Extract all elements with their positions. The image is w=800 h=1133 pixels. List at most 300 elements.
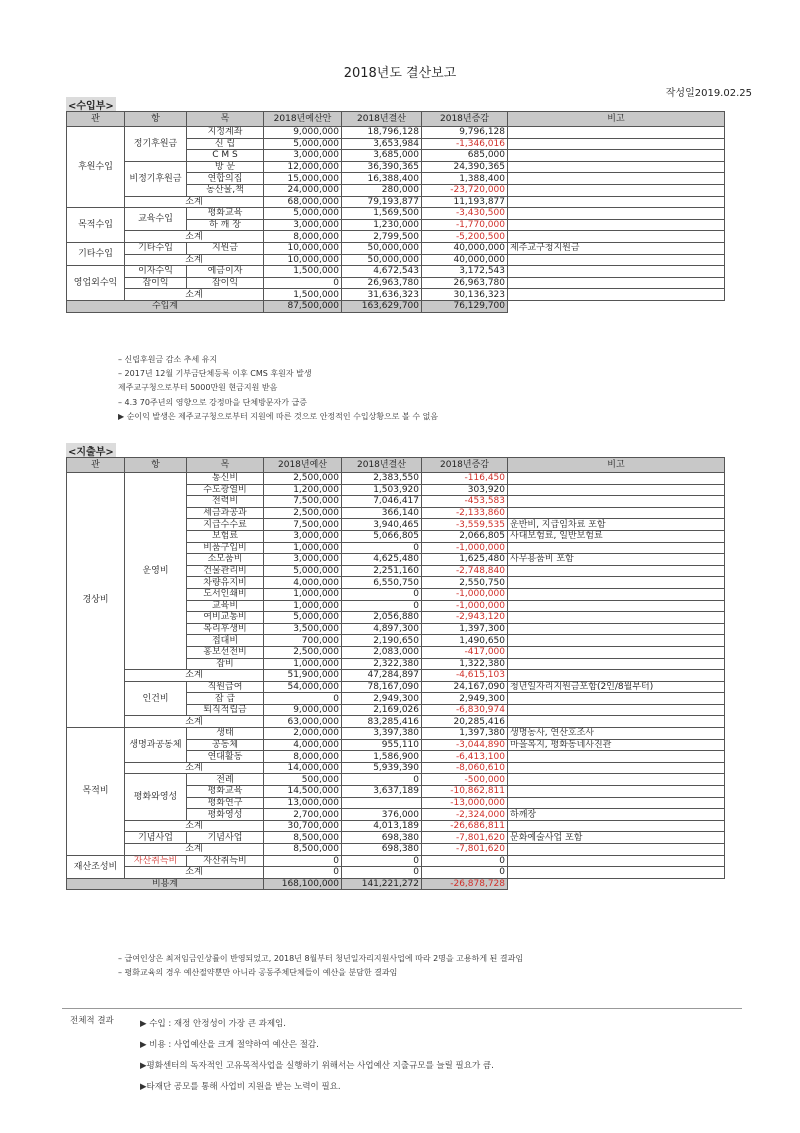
item-group-cell: 평화와영성 (125, 774, 187, 820)
settlement-cell: 36,390,365 (342, 161, 422, 173)
expense-table (66, 457, 725, 890)
settlement-cell: 18,796,128 (342, 127, 422, 139)
header-hang: 항 (125, 458, 187, 473)
change-cell: -417,000 (422, 646, 508, 658)
change-cell: 1,397,380 (422, 728, 508, 740)
item-cell: 교육비 (187, 600, 264, 612)
note-line: ▶ 순이익 발생은 제주교구청으로부터 지원에 따른 것으로 안정적인 수입상황으로 볼 수 없음 (118, 411, 439, 421)
budget-cell: 1,000,000 (264, 588, 342, 600)
remarks-cell: 문화예술사업 포함 (508, 832, 725, 844)
settlement-cell: 50,000,000 (342, 254, 422, 266)
change-cell: -2,324,000 (422, 809, 508, 821)
budget-cell: 8,000,000 (264, 751, 342, 763)
item-cell: 기념사업 (187, 832, 264, 844)
remarks-cell (508, 635, 725, 647)
total-label: 수입계 (67, 300, 264, 312)
budget-cell: 24,000,000 (264, 184, 342, 196)
change-cell: 24,390,365 (422, 161, 508, 173)
settlement-cell: 3,637,189 (342, 786, 422, 798)
settlement-cell: 7,046,417 (342, 496, 422, 508)
change-cell: -5,200,500 (422, 231, 508, 243)
remarks-cell (508, 693, 725, 705)
budget-cell: 14,500,000 (264, 786, 342, 798)
budget-cell: 3,500,000 (264, 623, 342, 635)
remarks-cell (508, 219, 725, 231)
budget-cell: 9,000,000 (264, 127, 342, 139)
page-title: 2018년도 결산보고 (343, 66, 457, 81)
subtotal-row (67, 844, 725, 856)
item-group-cell: 생명과공동체 (125, 728, 187, 763)
table-row (67, 127, 725, 139)
header-settlement: 2018년결산 (342, 458, 422, 473)
remarks-cell (508, 184, 725, 196)
settlement-cell: 0 (342, 600, 422, 612)
item-cell: 잡이익 (187, 277, 264, 289)
remarks-cell: 사대보험료, 일반보험료 (508, 530, 725, 542)
remarks-cell (508, 208, 725, 220)
header-settlement: 2018년결산 (342, 112, 422, 127)
settlement-cell: 2,169,026 (342, 704, 422, 716)
item-group-cell: 이자수익 (125, 266, 187, 278)
item-cell: 비품구입비 (187, 542, 264, 554)
change-cell: 685,000 (422, 150, 508, 162)
budget-cell: 3,000,000 (264, 530, 342, 542)
group-cell: 재산조성비 (67, 855, 125, 878)
remarks-cell (508, 751, 725, 763)
settlement-cell: 3,685,000 (342, 150, 422, 162)
settlement-cell: 3,397,380 (342, 728, 422, 740)
item-cell: 자산취득비 (187, 855, 264, 867)
header-hang: 항 (125, 112, 187, 127)
budget-cell: 5,000,000 (264, 565, 342, 577)
table-row (67, 277, 725, 289)
subtotal-label: 소계 (125, 716, 264, 728)
remarks-cell: 하깨장 (508, 809, 725, 821)
remarks-cell: 마을복지, 평화동네사진관 (508, 739, 725, 751)
conclusion-line: ▶ 비용 : 사업예산을 크게 절약하여 예산은 절감. (140, 1040, 319, 1050)
settlement-cell: 6,550,750 (342, 577, 422, 589)
header-gwan: 관 (67, 458, 125, 473)
note-line: – 신립후원금 감소 추세 유지 (118, 355, 218, 364)
remarks-cell (508, 150, 725, 162)
item-group-cell: 자산취득비 (125, 855, 187, 867)
remarks-cell (508, 577, 725, 589)
group-cell: 목적수입 (67, 208, 125, 243)
budget-cell: 2,500,000 (264, 507, 342, 519)
remarks-cell (508, 646, 725, 658)
settlement-cell: 3,653,984 (342, 138, 422, 150)
settlement-cell: 366,140 (342, 507, 422, 519)
grand-total-row (67, 878, 725, 890)
conclusion-label: 전체적 결과 (70, 1016, 114, 1026)
change-cell: 1,490,650 (422, 635, 508, 647)
budget-cell: 30,700,000 (264, 820, 342, 832)
remarks-cell (508, 138, 725, 150)
header-change: 2018년증감 (422, 458, 508, 473)
remarks-cell (508, 496, 725, 508)
total-change: 76,129,700 (422, 300, 508, 312)
budget-cell: 2,500,000 (264, 646, 342, 658)
budget-cell: 1,000,000 (264, 658, 342, 670)
remarks-cell (508, 844, 725, 856)
table-row (67, 832, 725, 844)
remarks-cell (508, 231, 725, 243)
change-cell: -3,559,535 (422, 519, 508, 531)
budget-cell: 3,000,000 (264, 554, 342, 566)
budget-cell: 5,000,000 (264, 208, 342, 220)
settlement-cell: 955,110 (342, 739, 422, 751)
group-cell: 목적비 (67, 728, 125, 856)
settlement-cell: 2,083,000 (342, 646, 422, 658)
remarks-cell: 운반비, 지급임차료 포함 (508, 519, 725, 531)
change-cell: 0 (422, 867, 508, 879)
item-group-cell: 운영비 (125, 473, 187, 670)
group-cell: 기타수입 (67, 242, 125, 265)
settlement-cell: 0 (342, 588, 422, 600)
budget-cell: 3,000,000 (264, 150, 342, 162)
budget-cell: 0 (264, 855, 342, 867)
settlement-cell: 4,013,189 (342, 820, 422, 832)
item-group-cell: 비정기후원금 (125, 161, 187, 196)
change-cell: -10,862,811 (422, 786, 508, 798)
settlement-cell: 16,388,400 (342, 173, 422, 185)
change-cell: -13,000,000 (422, 797, 508, 809)
subtotal-label: 소계 (125, 867, 264, 879)
item-cell: 복리후생비 (187, 623, 264, 635)
remarks-cell (508, 820, 725, 832)
income-header-row (67, 112, 725, 127)
settlement-cell: 376,000 (342, 809, 422, 821)
remarks-cell (508, 623, 725, 635)
remarks-cell (508, 670, 725, 682)
remarks-cell (508, 797, 725, 809)
budget-cell: 8,500,000 (264, 832, 342, 844)
settlement-cell: 5,939,390 (342, 762, 422, 774)
change-cell: -1,346,016 (422, 138, 508, 150)
budget-cell: 4,000,000 (264, 577, 342, 589)
subtotal-row (67, 231, 725, 243)
settlement-cell: 47,284,897 (342, 670, 422, 682)
item-cell: 전례 (187, 774, 264, 786)
conclusion-lines (140, 1014, 494, 1098)
subtotal-row (67, 254, 725, 266)
item-cell: 퇴직적립금 (187, 704, 264, 716)
settlement-cell: 3,940,465 (342, 519, 422, 531)
change-cell: 3,172,543 (422, 266, 508, 278)
change-cell: -500,000 (422, 774, 508, 786)
change-cell: -3,044,890 (422, 739, 508, 751)
item-cell: 평화교육 (187, 786, 264, 798)
settlement-cell: 4,625,480 (342, 554, 422, 566)
expense-notes (118, 952, 523, 980)
expense-header-row (67, 458, 725, 473)
settlement-cell: 50,000,000 (342, 242, 422, 254)
item-cell: 접대비 (187, 635, 264, 647)
settlement-cell: 79,193,877 (342, 196, 422, 208)
item-cell: 평화영성 (187, 809, 264, 821)
conclusion-section (62, 1008, 742, 1092)
budget-cell: 54,000,000 (264, 681, 342, 693)
item-cell: 통신비 (187, 473, 264, 485)
change-cell: 2,949,300 (422, 693, 508, 705)
total-budget: 87,500,000 (264, 300, 342, 312)
budget-cell: 1,500,000 (264, 289, 342, 301)
change-cell: -6,830,974 (422, 704, 508, 716)
change-cell: 1,625,480 (422, 554, 508, 566)
table-row (67, 242, 725, 254)
change-cell: 11,193,877 (422, 196, 508, 208)
item-cell: 직원급여 (187, 681, 264, 693)
budget-cell: 10,000,000 (264, 242, 342, 254)
budget-cell: 1,000,000 (264, 600, 342, 612)
subtotal-label: 소계 (125, 762, 264, 774)
settlement-cell: 1,230,000 (342, 219, 422, 231)
settlement-cell: 0 (342, 542, 422, 554)
budget-cell: 4,000,000 (264, 739, 342, 751)
change-cell: 1,397,300 (422, 623, 508, 635)
item-cell: 예금이자 (187, 266, 264, 278)
item-cell: 차량유지비 (187, 577, 264, 589)
item-cell: 도서인쇄비 (187, 588, 264, 600)
remarks-cell (508, 786, 725, 798)
remarks-cell (508, 196, 725, 208)
settlement-cell: 0 (342, 867, 422, 879)
table-row (67, 208, 725, 220)
subtotal-row (67, 762, 725, 774)
income-section-label: <수입부> (66, 97, 116, 113)
budget-cell: 5,000,000 (264, 612, 342, 624)
table-row (67, 266, 725, 278)
item-cell: 연대활동 (187, 751, 264, 763)
change-cell: -23,720,000 (422, 184, 508, 196)
budget-cell: 8,500,000 (264, 844, 342, 856)
settlement-cell: 2,251,160 (342, 565, 422, 577)
change-cell: -2,748,840 (422, 565, 508, 577)
budget-cell: 10,000,000 (264, 254, 342, 266)
change-cell: -2,943,120 (422, 612, 508, 624)
total-budget: 168,100,000 (264, 878, 342, 890)
item-cell: 하 깨 장 (187, 219, 264, 231)
change-cell: -1,770,000 (422, 219, 508, 231)
item-cell: 세금과공과 (187, 507, 264, 519)
header-gwan: 관 (67, 112, 125, 127)
subtotal-row (67, 716, 725, 728)
change-cell: 303,920 (422, 484, 508, 496)
budget-cell: 51,900,000 (264, 670, 342, 682)
change-cell: 40,000,000 (422, 242, 508, 254)
budget-cell: 13,000,000 (264, 797, 342, 809)
settlement-cell: 2,799,500 (342, 231, 422, 243)
settlement-cell: 0 (342, 855, 422, 867)
budget-cell: 12,000,000 (264, 161, 342, 173)
change-cell: 20,285,416 (422, 716, 508, 728)
change-cell: -6,413,100 (422, 751, 508, 763)
settlement-cell: 698,380 (342, 832, 422, 844)
remarks-cell (508, 507, 725, 519)
change-cell: -1,000,000 (422, 542, 508, 554)
remarks-cell: 생명농사, 연산호조사 (508, 728, 725, 740)
item-cell: 전력비 (187, 496, 264, 508)
remarks-cell: 청년일자리지원금포함(2인/8월부터) (508, 681, 725, 693)
item-cell: 홍보선전비 (187, 646, 264, 658)
table-row (67, 855, 725, 867)
remarks-cell (508, 473, 725, 485)
remarks-cell (508, 855, 725, 867)
remarks-cell (508, 588, 725, 600)
remarks-cell (508, 658, 725, 670)
settlement-cell: 2,322,380 (342, 658, 422, 670)
item-cell: 지원금 (187, 242, 264, 254)
total-blank (508, 878, 725, 890)
remarks-cell (508, 774, 725, 786)
table-row (67, 161, 725, 173)
note-line: – 평화교육의 경우 예산절약뿐만 아니라 공동주체단체들이 예산을 분담한 결과임 (118, 968, 398, 978)
item-cell: 지정계좌 (187, 127, 264, 139)
subtotal-label: 소계 (125, 820, 264, 832)
header-change: 2018년증감 (422, 112, 508, 127)
change-cell: 40,000,000 (422, 254, 508, 266)
note-line: – 급여인상은 최저임금인상률이 반영되었고, 2018년 8월부터 청년일자리지원사업에 따라 2명을 고용하게 된 결과임 (118, 954, 524, 963)
change-cell: -26,686,811 (422, 820, 508, 832)
item-group-cell: 잡이익 (125, 277, 187, 289)
budget-cell: 7,500,000 (264, 519, 342, 531)
item-cell: 소모품비 (187, 554, 264, 566)
change-cell: -453,583 (422, 496, 508, 508)
change-cell: -2,133,860 (422, 507, 508, 519)
change-cell: -1,000,000 (422, 600, 508, 612)
note-line: 제주교구청으로부터 5000만원 현금지원 받음 (118, 383, 278, 393)
table-row (67, 681, 725, 693)
item-cell: 농산물,책 (187, 184, 264, 196)
remarks-cell (508, 289, 725, 301)
budget-cell: 68,000,000 (264, 196, 342, 208)
conclusion-line: ▶타재단 공모를 통해 사업비 지원을 받는 노력이 필요. (140, 1082, 341, 1092)
item-cell: 잡비 (187, 658, 264, 670)
item-cell: 평화교육 (187, 208, 264, 220)
subtotal-row (67, 820, 725, 832)
remarks-cell (508, 266, 725, 278)
total-settlement: 141,221,272 (342, 878, 422, 890)
change-cell: -116,450 (422, 473, 508, 485)
budget-cell: 0 (264, 867, 342, 879)
subtotal-row (67, 867, 725, 879)
item-cell: 수도광열비 (187, 484, 264, 496)
income-table (66, 111, 725, 313)
settlement-cell: 2,383,550 (342, 473, 422, 485)
income-notes (118, 353, 438, 424)
subtotal-label: 소계 (125, 231, 264, 243)
item-cell: 방 문 (187, 161, 264, 173)
budget-cell: 2,500,000 (264, 473, 342, 485)
item-group-cell: 인건비 (125, 681, 187, 716)
settlement-cell: 31,636,323 (342, 289, 422, 301)
settlement-cell: 4,897,300 (342, 623, 422, 635)
item-cell: 여비교통비 (187, 612, 264, 624)
settlement-cell: 83,285,416 (342, 716, 422, 728)
settlement-cell: 1,569,500 (342, 208, 422, 220)
conclusion-line: ▶ 수입 : 재정 안정성이 가장 큰 과제임. (140, 1019, 286, 1029)
subtotal-label: 소계 (125, 670, 264, 682)
header-budget: 2018년예산안 (264, 112, 342, 127)
item-cell: C M S (187, 150, 264, 162)
settlement-cell: 1,503,920 (342, 484, 422, 496)
remarks-cell (508, 762, 725, 774)
item-cell: 연합의집 (187, 173, 264, 185)
change-cell: 2,066,805 (422, 530, 508, 542)
change-cell: 2,550,750 (422, 577, 508, 589)
header-mok: 목 (187, 458, 264, 473)
settlement-cell: 26,963,780 (342, 277, 422, 289)
remarks-cell (508, 704, 725, 716)
item-cell: 신 립 (187, 138, 264, 150)
item-cell: 평화연구 (187, 797, 264, 809)
item-cell: 공동체 (187, 739, 264, 751)
grand-total-row (67, 300, 725, 312)
budget-cell: 5,000,000 (264, 138, 342, 150)
expense-section-label: <지출부> (66, 443, 116, 459)
settlement-cell: 698,380 (342, 844, 422, 856)
change-cell: 1,388,400 (422, 173, 508, 185)
remarks-cell (508, 127, 725, 139)
group-cell: 영업외수익 (67, 266, 125, 301)
remarks-cell (508, 173, 725, 185)
budget-cell: 1,200,000 (264, 484, 342, 496)
budget-cell: 9,000,000 (264, 704, 342, 716)
table-row (67, 774, 725, 786)
item-cell: 생태 (187, 728, 264, 740)
item-cell: 건물관리비 (187, 565, 264, 577)
item-cell: 잡 급 (187, 693, 264, 705)
change-cell: -3,430,500 (422, 208, 508, 220)
group-cell: 경상비 (67, 473, 125, 728)
settlement-cell: 1,586,900 (342, 751, 422, 763)
budget-cell: 15,000,000 (264, 173, 342, 185)
budget-cell: 8,000,000 (264, 231, 342, 243)
budget-cell: 0 (264, 277, 342, 289)
remarks-cell (508, 565, 725, 577)
change-cell: -8,060,610 (422, 762, 508, 774)
item-group-cell: 정기후원금 (125, 127, 187, 162)
budget-cell: 500,000 (264, 774, 342, 786)
budget-cell: 7,500,000 (264, 496, 342, 508)
remarks-cell (508, 254, 725, 266)
note-line: – 2017년 12월 기부금단체등록 이후 CMS 후원자 발생 (118, 369, 312, 379)
settlement-cell: 78,167,090 (342, 681, 422, 693)
budget-cell: 0 (264, 693, 342, 705)
remarks-cell (508, 600, 725, 612)
budget-cell: 1,500,000 (264, 266, 342, 278)
budget-cell: 63,000,000 (264, 716, 342, 728)
remarks-cell (508, 716, 725, 728)
settlement-cell: 5,066,805 (342, 530, 422, 542)
total-change: -26,878,728 (422, 878, 508, 890)
remarks-cell: 사무용품비 포함 (508, 554, 725, 566)
remarks-cell (508, 612, 725, 624)
item-group-cell: 교육수입 (125, 208, 187, 231)
change-cell: 9,796,128 (422, 127, 508, 139)
header-budget: 2018년예산 (264, 458, 342, 473)
budget-cell: 2,000,000 (264, 728, 342, 740)
report-date: 작성일2019.02.25 (665, 88, 752, 99)
header-mok: 목 (187, 112, 264, 127)
budget-cell: 700,000 (264, 635, 342, 647)
remarks-cell (508, 484, 725, 496)
header-remarks: 비고 (508, 458, 725, 473)
remarks-cell: 제주교구청지원금 (508, 242, 725, 254)
subtotal-row (67, 670, 725, 682)
settlement-cell: 2,056,880 (342, 612, 422, 624)
settlement-cell: 0 (342, 774, 422, 786)
